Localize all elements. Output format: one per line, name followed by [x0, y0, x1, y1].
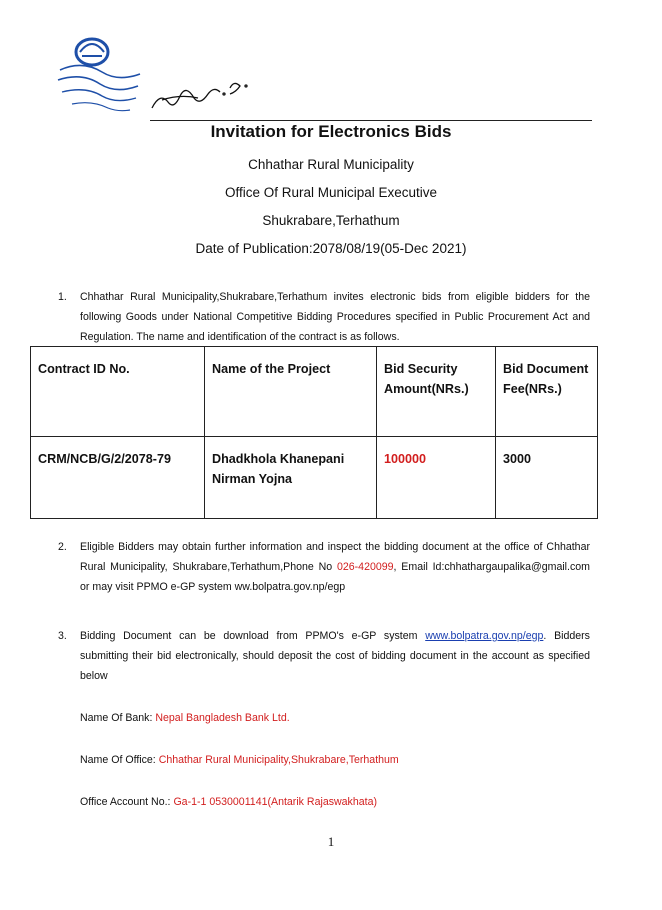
item-two-text-a: Eligible Bidders may obtain further information and inspect the bidding document at the office of Chhathar Rural Municipality, Shukrabare,Terhathum,Phone No [80, 541, 590, 573]
phone-number: 026-420099 [336, 561, 394, 573]
municipality-name: Chhathar Rural Municipality [248, 157, 414, 172]
account-number-line [80, 796, 377, 808]
item-number: 1. [58, 291, 67, 303]
item-number: 2. [58, 541, 67, 553]
item-three-text-b: . Bidders submitting their bid electronically, should deposit the cost of bidding document in the account as specified below [80, 630, 590, 682]
header-project-name: Name of the Project [205, 347, 377, 437]
cell-bid-security: 100000 [377, 437, 496, 519]
table-header-row [31, 347, 598, 437]
office-value: Chhathar Rural Municipality,Shukrabare,Terhathum [158, 754, 399, 766]
bank-label: Name Of Bank: [80, 712, 156, 724]
office-label: Name Of Office: [80, 754, 159, 766]
bank-value: Nepal Bangladesh Bank Ltd. [155, 712, 290, 724]
header-bid-security: Bid Security Amount(NRs.) [377, 347, 496, 437]
item-one [58, 287, 590, 347]
table-row [31, 437, 598, 519]
cell-project-name: Dhadkhola Khanepani Nirman Yojna [205, 437, 377, 519]
header-document-fee: Bid Document Fee(NRs.) [496, 347, 598, 437]
page-title: Invitation for Electronics Bids [210, 122, 452, 141]
contract-table [30, 346, 598, 519]
bank-name-line [80, 712, 290, 724]
egp-link[interactable]: www.bolpatra.gov.np/egp [425, 630, 544, 642]
account-label: Office Account No.: [80, 796, 174, 808]
header-rule [150, 120, 592, 121]
item-one-text: Chhathar Rural Municipality,Shukrabare,Terhathum invites electronic bids from eligible bidders for the following Goods under National Competitive Bidding Procedures specified in Public Procurement Act and Regulation. The name and identification of the contract is as follows. [80, 291, 590, 343]
municipality-seal [52, 30, 144, 118]
item-three-text-a: Bidding Document can be download from PPMO's e-GP system [80, 630, 418, 642]
account-value: Ga-1-1 0530001141(Antarik Rajaswakhata) [173, 796, 377, 808]
office-name: Office Of Rural Municipal Executive [224, 185, 438, 200]
cell-document-fee: 3000 [496, 437, 598, 519]
item-number: 3. [58, 630, 67, 642]
header-contract-id: Contract ID No. [31, 347, 205, 437]
cell-contract-id: CRM/NCB/G/2/2078-79 [31, 437, 205, 519]
signature [150, 72, 270, 114]
office-name-line [80, 754, 399, 766]
item-two-text-b: , Email Id:chhathargaupalika@gmail.com or may visit PPMO e-GP system ww.bolpatra.gov.np/egp [80, 561, 590, 593]
location: Shukrabare,Terhathum [262, 213, 400, 228]
page-number: 1 [327, 834, 335, 849]
item-two [58, 537, 590, 597]
item-three [58, 626, 590, 686]
publication-date: Date of Publication:2078/08/19(05-Dec 2021) [195, 241, 467, 256]
